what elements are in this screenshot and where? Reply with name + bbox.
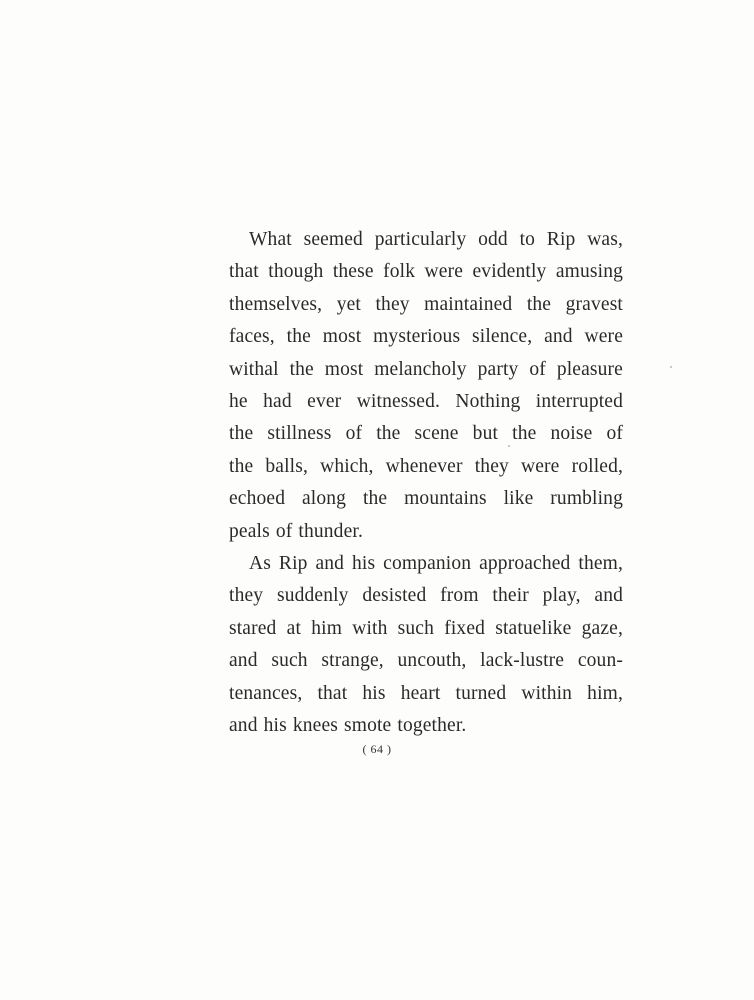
text-line: stared at him with such fixed statuelike gaze, [229,617,623,639]
text-line: themselves, yet they maintained the gravest [229,293,623,315]
page-number: ( 64 ) [362,742,392,756]
text-line: withal the most melancholy party of pleasure [229,358,623,380]
text-line: What seemed particularly odd to Rip was, [249,229,623,250]
text-line: tenances, that his heart turned within him, [229,682,623,704]
text-line: peals of thunder. [229,520,363,542]
text-line: and such strange, uncouth, lack-lustre coun- [229,650,623,672]
text-line: echoed along the mountains like rumbling [229,488,623,510]
body-text [229,224,623,743]
paragraph-2 [229,548,623,742]
text-line: faces, the most mysterious silence, and were [229,326,623,348]
text-line: that though these folk were evidently amusing [229,261,623,283]
text-line: he had ever witnessed. Nothing interrupted [229,391,623,413]
text-line: and his knees smote together. [229,715,467,737]
paragraph-1 [229,224,623,548]
text-line: they suddenly desisted from their play, and [229,585,623,607]
text-line: the balls, which, whenever they were rolled, [229,455,623,477]
paper-speck [670,366,672,368]
text-line: the stillness of the scene but the noise of [229,423,623,445]
text-line: As Rip and his companion approached them, [249,553,623,575]
paper-speck [508,445,510,447]
